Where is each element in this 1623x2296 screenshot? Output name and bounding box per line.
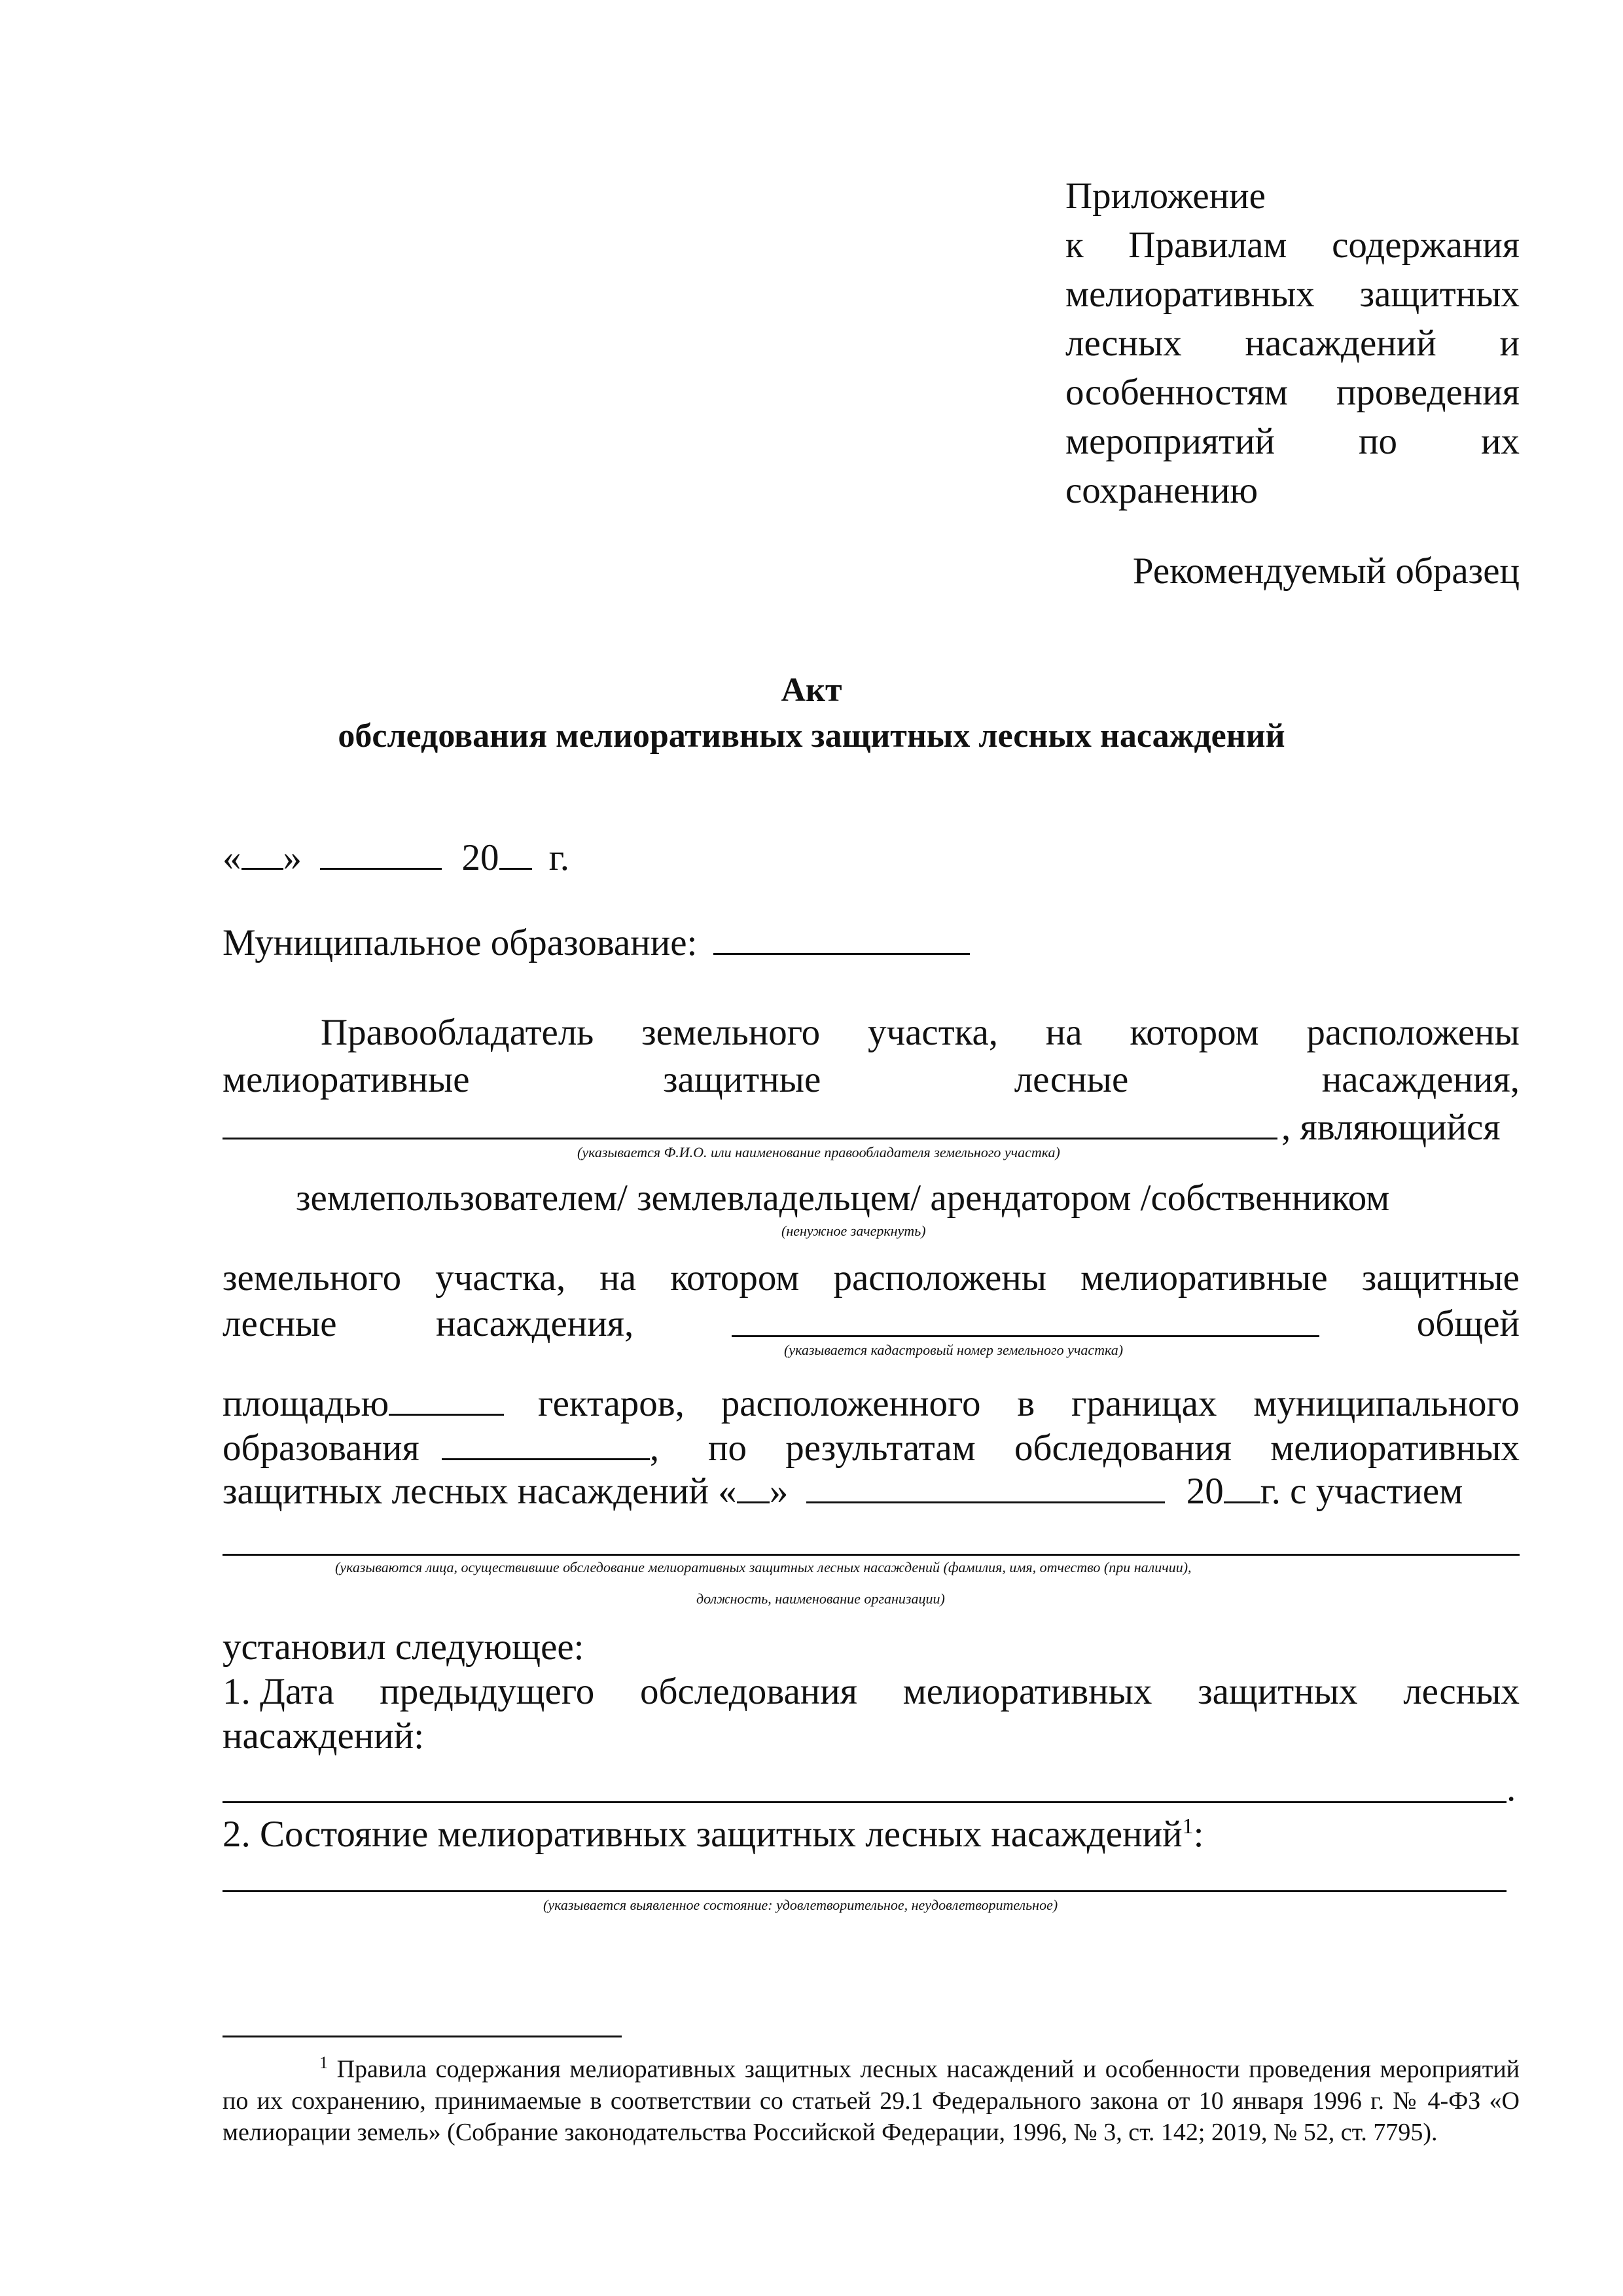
participants-field[interactable] <box>223 1554 1520 1556</box>
municipality-inline-field[interactable] <box>442 1432 650 1460</box>
municipality-label: Муниципальное образование: <box>223 922 698 963</box>
area-word: результатам <box>785 1427 976 1469</box>
previous-survey-date-field[interactable] <box>223 1801 1507 1803</box>
footnote-text: Правила содержания мелиоративных защитных лесных насаждений и особенности проведения мероприятий по их сохранению, принимаемые в соответствии со статьей 29.1 Федерального закона от 10 января 1996 г. № 4-ФЗ «О мелиорации земель» (Собрание законодательства Российской Федерации, 1996, № 3, ст. 142; 2019, № 52, ст. 7795). <box>223 2055 1520 2146</box>
year-prefix: 20 <box>461 837 499 878</box>
recommended-sample-label: Рекомендуемый образец <box>1132 550 1520 592</box>
appendix-line: особенностям проведения <box>1065 372 1520 413</box>
item1-word: лесных <box>1403 1671 1520 1712</box>
established-heading: установил следующее: <box>223 1626 584 1668</box>
area-word: по <box>708 1427 747 1469</box>
area-line3-end: г. с участием <box>1260 1471 1463 1512</box>
area-field[interactable] <box>389 1388 504 1416</box>
municipality-line <box>223 922 970 964</box>
item1-word: мелиоративных <box>902 1671 1152 1712</box>
item1-word: 1. Дата <box>223 1671 334 1712</box>
item1-line-2: насаждений: <box>223 1715 425 1757</box>
owner-word: участка, <box>867 1012 999 1053</box>
appendix-line: мелиоративных защитных <box>1065 274 1520 315</box>
plot-word-lesnye: лесные <box>223 1303 337 1344</box>
plot-word-nasazhdeniya: насаждения, <box>436 1303 634 1344</box>
cadastral-number-field[interactable] <box>732 1335 1319 1337</box>
area-word: в <box>1017 1383 1035 1424</box>
owner-word: насаждения, <box>1321 1059 1520 1100</box>
municipality-field[interactable] <box>713 927 970 955</box>
area-line-2 <box>708 1427 1520 1469</box>
survey-year-field[interactable] <box>1224 1475 1260 1503</box>
year-field[interactable] <box>499 842 532 870</box>
owner-word: на <box>1045 1012 1082 1053</box>
appendix-line: к Правилам содержания <box>1065 224 1520 266</box>
survey-day-field[interactable] <box>737 1475 770 1503</box>
owner-word: земельного <box>641 1012 821 1053</box>
day-field[interactable] <box>241 842 283 870</box>
owner-name-field[interactable] <box>223 1138 1277 1139</box>
area-word: границах <box>1071 1383 1217 1424</box>
date-line <box>223 836 569 879</box>
footnote <box>223 2047 1520 2148</box>
item1-end-dot: . <box>1507 1768 1516 1809</box>
document-subtitle: обследования мелиоративных защитных лесных насаждений <box>338 717 1285 755</box>
area-line-3 <box>223 1470 1463 1513</box>
item2-footnote-mark: 1 <box>1182 1814 1194 1839</box>
footnote-mark: 1 <box>319 2053 328 2072</box>
item1-word: предыдущего <box>380 1671 595 1712</box>
area-word: обследования <box>1014 1427 1232 1469</box>
month-field[interactable] <box>320 842 442 870</box>
participants-caption-1: (указываются лица, осуществившие обследование мелиоративных защитных лесных насаждений (фамилия, имя, отчество (при наличии), <box>335 1559 1192 1575</box>
owner-roles-caption: (ненужное зачеркнуть) <box>781 1223 926 1239</box>
participants-caption-2: должность, наименование организации) <box>696 1590 945 1607</box>
appendix-line: сохранению <box>1065 470 1258 511</box>
owner-word: расположены <box>1306 1012 1520 1053</box>
owner-word: мелиоративные <box>223 1059 470 1100</box>
owner-roles: землепользователем/ землевладельцем/ арендатором /собственником <box>296 1177 1390 1219</box>
area-line-1 <box>538 1382 1520 1425</box>
area-quote-close: » <box>769 1471 789 1512</box>
item1-line-1 <box>223 1670 1520 1713</box>
area-word: гектаров, <box>538 1383 685 1424</box>
appendix-line: лесных насаждений и <box>1065 323 1520 364</box>
municipality-inline <box>223 1427 659 1469</box>
item1-word: обследования <box>639 1671 857 1712</box>
area-comma: , <box>649 1427 660 1469</box>
owner-caption: (указывается Ф.И.О. или наименование правообладателя земельного участка) <box>577 1144 1060 1160</box>
area-label <box>223 1382 504 1425</box>
document-title: Акт <box>781 672 842 709</box>
area-word: площадью <box>223 1383 389 1424</box>
area-word: мелиоративных <box>1270 1427 1520 1469</box>
appendix-line: мероприятий по их <box>1065 421 1520 462</box>
date-close-quote: » <box>283 837 302 878</box>
owner-word: защитные <box>663 1059 821 1100</box>
appendix-block <box>1065 171 1520 515</box>
area-word: расположенного <box>721 1383 981 1424</box>
owner-line-1 <box>321 1011 1520 1054</box>
owner-line-2 <box>223 1058 1520 1101</box>
plot-line-1: земельного участка, на котором расположены мелиоративные защитные <box>223 1257 1520 1299</box>
item1-word: защитных <box>1198 1671 1358 1712</box>
area-word: защитных лесных насаждений « <box>223 1471 737 1512</box>
owner-word: лесные <box>1014 1059 1129 1100</box>
plot-caption: (указывается кадастровый номер земельного участка) <box>784 1342 1124 1358</box>
owner-word: Правообладатель <box>321 1012 594 1053</box>
date-open-quote: « <box>223 837 241 878</box>
appendix-line: Приложение <box>1065 175 1266 217</box>
plot-word-obshchey: общей <box>1416 1303 1520 1344</box>
item2-heading <box>223 1813 1204 1856</box>
owner-word: котором <box>1130 1012 1259 1053</box>
survey-month-field[interactable] <box>806 1475 1165 1503</box>
area-year-prefix: 20 <box>1186 1471 1224 1512</box>
owner-suffix: , являющийся <box>1281 1107 1501 1148</box>
footnote-divider <box>223 2036 622 2037</box>
item2-text: 2. Состояние мелиоративных защитных лесных насаждений <box>223 1814 1183 1855</box>
year-suffix: г. <box>548 837 569 878</box>
plantation-state-caption: (указывается выявленное состояние: удовлетворительное, неудовлетворительное) <box>543 1897 1058 1913</box>
plantation-state-field[interactable] <box>223 1890 1507 1892</box>
area-word: образования <box>223 1427 419 1469</box>
area-word: муниципального <box>1253 1383 1520 1424</box>
item2-colon: : <box>1193 1814 1204 1855</box>
